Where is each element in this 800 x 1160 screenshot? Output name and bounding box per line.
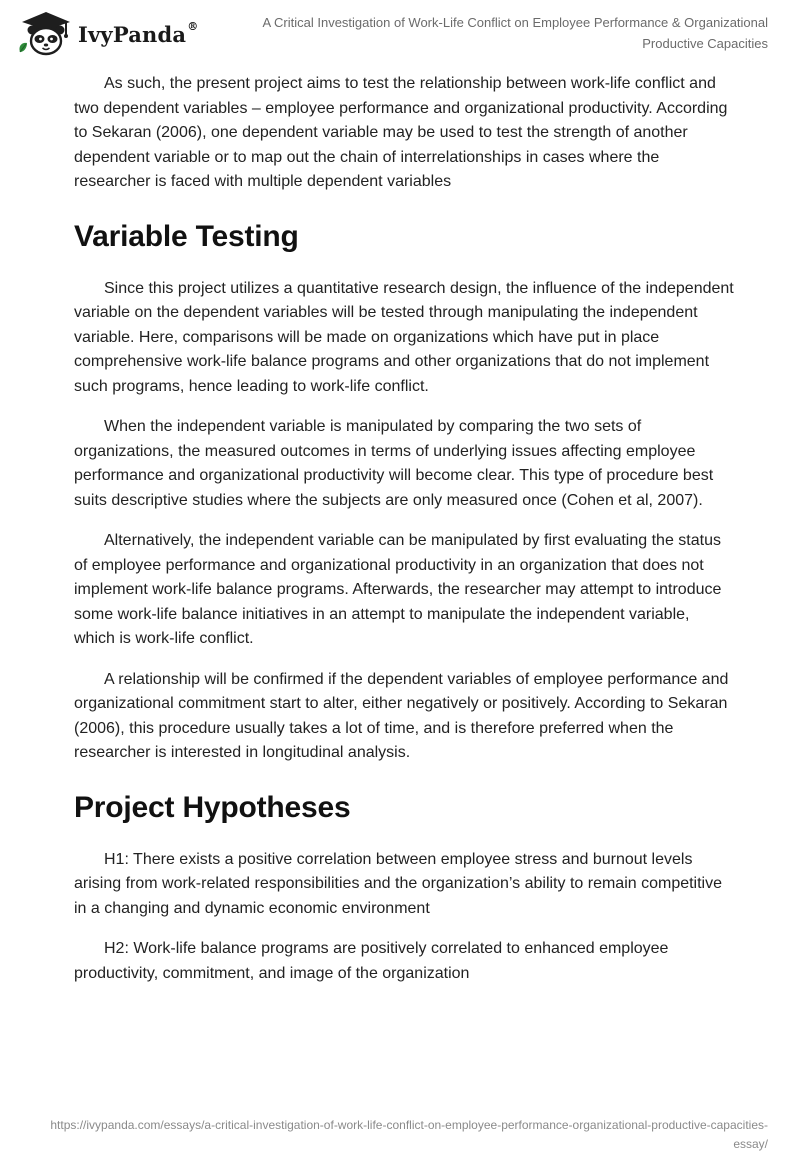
page-header xyxy=(0,0,800,60)
paragraph: When the independent variable is manipulated by comparing the two sets of organizations, the measured outcomes in terms of underlying issues affecting employee performance and organizational productivity will become clear. This type of procedure best suits descriptive studies where the subjects are only measured once (Cohen et al, 2007). xyxy=(74,418,714,509)
hypothesis-paragraph: H1: There exists a positive correlation between employee stress and burnout levels arising from work-related responsibilities and the organization’s ability to remain competitive in a changing and dynamic economic environment xyxy=(74,850,723,917)
intro-paragraph: As such, the present project aims to test the relationship between work-life conflict and two dependent variables – employee performance and organizational productivity. According to Sekaran (2006), one dependent variable may be used to test the strength of another dependent variable or to map out the chain of interrelationships in cases where the researcher is faced with multiple dependent variables xyxy=(74,75,728,190)
source-url[interactable]: https://ivypanda.com/essays/a-critical-investigation-of-work-life-conflict-on-employee-performance-organizational-productive-capacities-essay/ xyxy=(50,1118,768,1151)
panda-graduation-cap-icon xyxy=(16,8,74,58)
logo-text: IvyPanda® xyxy=(78,19,199,47)
paragraph: Since this project utilizes a quantitative research design, the influence of the independent variable on the dependent variables will be tested through manipulating the independent variable. Here, comparisons will be made on organizations which have put in place comprehensive work-life balance programs and other organizations that do not implement such programs, hence leading to work-life conflict. xyxy=(74,279,734,395)
section-heading-project-hypotheses: Project Hypotheses xyxy=(74,790,351,824)
paragraph: Alternatively, the independent variable can be manipulated by first evaluating the status of employee performance and organizational productivity in an organization that does not implement work-life balance programs. Afterwards, the researcher may attempt to introduce some work-life balance initiatives in an attempt to manipulate the independent variable, which is work-life conflict. xyxy=(74,532,722,647)
hypothesis-paragraph: H2: Work-life balance programs are positively correlated to enhanced employee productivity, commitment, and image of the organization xyxy=(74,940,669,982)
document-title: A Critical Investigation of Work-Life Conflict on Employee Performance & Organizational Productive Capacities xyxy=(262,15,768,51)
ivypanda-logo[interactable] xyxy=(16,8,198,58)
paragraph: A relationship will be confirmed if the dependent variables of employee performance and organizational commitment start to alter, either negatively or positively. According to Sekaran (2006), this procedure usually takes a lot of time, and is therefore preferred when the researcher is interested in longitudinal analysis. xyxy=(74,670,729,761)
section-heading-variable-testing: Variable Testing xyxy=(74,219,299,253)
essay-content xyxy=(74,72,734,1002)
registered-mark: ® xyxy=(187,19,199,33)
